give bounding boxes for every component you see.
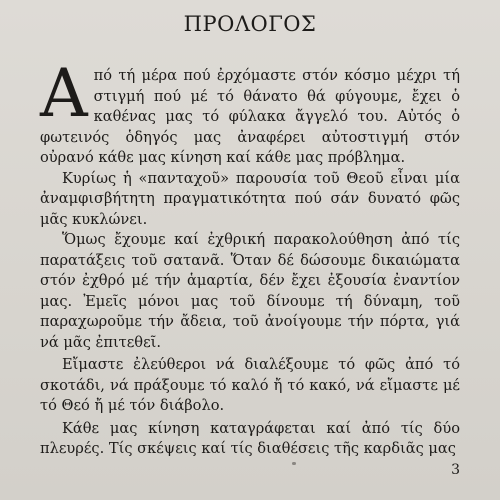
paragraph-2: Κυρίως ἡ «πανταχοῦ» παρουσία τοῦ Θεοῦ εἶναι μία ἀναμφισβήτητη πραγματικότητα πού σάν δυνατό φῶς μᾶς κυκλώνει. xyxy=(40,169,460,228)
paragraph-1-text: πό τή μέρα πού ἐρχόμαστε στόν κόσμο μέχρι τή στιγμή πού μέ τό θάνατο θά φύγουμε, ἔχει ὁ καθένας μας τό φύλακα ἄγγελό του. Αὐτός ὁ φωτεινός ὁδηγός μας ἀναφέρει αὐτοστιγμή στόν οὐρανό κάθε μας κίνηση καί κάθε μας πρόβλημα. xyxy=(40,67,460,166)
paragraph-5: Κάθε μας κίνηση καταγράφεται καί ἀπό τίς δύο πλευρές. Τίς σκέψεις καί τίς διαθέσεις τῆς καρδιᾶς μας xyxy=(40,419,460,457)
paragraph-4: Εἴμαστε ἐλεύθεροι νά διαλέξουμε τό φῶς ἀπό τό σκοτάδι, νά πράξουμε τό καλό ἤ τό κακό, νά εἴμαστε μέ τό Θεό ἤ μέ τόν διάβολο. xyxy=(40,356,460,414)
page-heading: ΠΡΟΛΟΓΟΣ xyxy=(183,12,317,36)
page-number: 3 xyxy=(451,462,460,478)
body-text xyxy=(40,55,460,460)
drop-cap: Α xyxy=(40,55,88,132)
paper-speck xyxy=(292,462,296,465)
paragraph-1 xyxy=(40,55,460,169)
paragraph-3: Ὅμως ἔχουμε καί ἐχθρική παρακολούθηση ἀπό τίς παρατάξεις τοῦ σατανᾶ. Ὅταν δέ δώσουμε δικαιώματα στόν ἐχθρό μέ τήν ἁμαρτία, δέν ἔχει ἐξουσία ἐναντίον μας. Ἐμεῖς μόνοι μας τοῦ δίνουμε τή δύναμη, τοῦ παραχωροῦμε τήν ἄδεια, τοῦ ἀνοίγουμε τήν πόρτα, γιά νά μᾶς ἐπιτεθεῖ. xyxy=(40,231,460,351)
